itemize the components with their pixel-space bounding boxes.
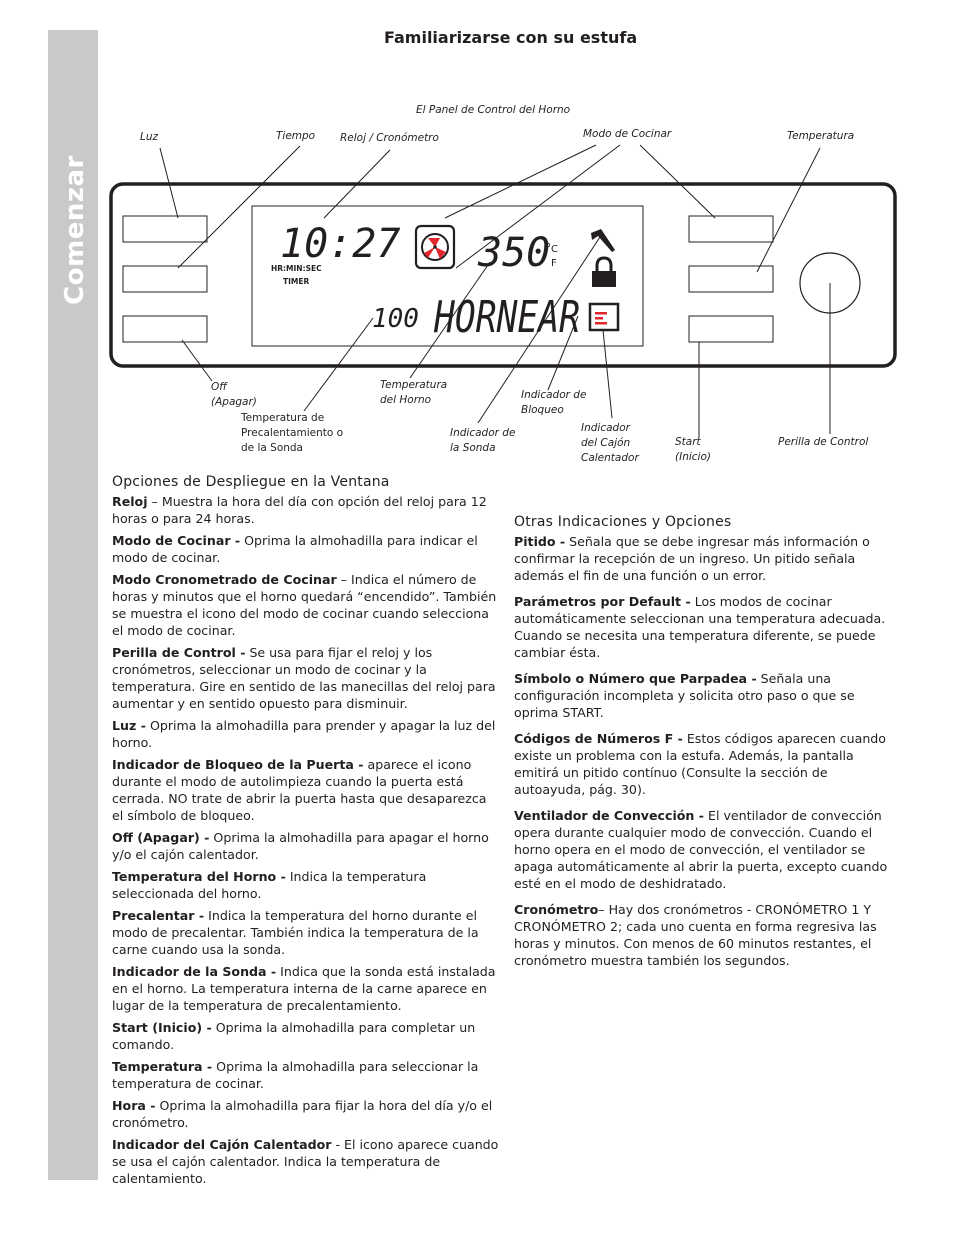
definition-text: Oprima la almohadilla para prender y apagar la luz del horno. bbox=[112, 718, 496, 750]
definition-entry bbox=[112, 1058, 500, 1092]
definition-text: Estos códigos aparecen cuando existe un problema con la estufa. Además, la pantalla emitirá un pitido contínuo (Consulte la sección de autoayuda, pág. 30). bbox=[514, 731, 886, 797]
definition-entry bbox=[514, 901, 902, 969]
definition-term: Modo de Cocinar - bbox=[112, 533, 241, 548]
definition-text: Oprima la almohadilla para seleccionar la temperatura de cocinar. bbox=[112, 1059, 479, 1091]
label-precalentamiento: Temperatura de Precalentamiento o de la Sonda bbox=[241, 412, 344, 454]
warming-drawer-icon bbox=[590, 304, 618, 330]
off-pad bbox=[123, 316, 207, 342]
display-probe-temp: 100 bbox=[372, 304, 419, 334]
definition-entry bbox=[112, 1097, 500, 1131]
definition-text: Señala una configuración incompleta y solicita otro paso o que se oprima START. bbox=[514, 671, 855, 720]
definition-term: Indicador de Bloqueo de la Puerta - bbox=[112, 757, 364, 772]
definition-text: Señala que se debe ingresar más información o confirmar la recepción de un ingreso. Un pitido señala además el fin de una función o un error. bbox=[514, 534, 870, 583]
definition-text: aparece el icono durante el modo de autolimpieza cuando la puerta está cerrada. NO trate de abrir la puerta hasta que desaparezca el símbolo de bloqueo. bbox=[112, 757, 487, 823]
display-options-column bbox=[112, 474, 500, 1192]
cook-mode-pad bbox=[689, 216, 773, 242]
definition-term: Cronómetro bbox=[514, 902, 599, 917]
light-pad bbox=[123, 216, 207, 242]
display-time: 10:27 bbox=[280, 221, 401, 267]
label-bloqueo: Indicador de Bloqueo bbox=[521, 389, 587, 416]
definition-text: Indica la temperatura seleccionada del horno. bbox=[112, 869, 427, 901]
convection-fan-icon bbox=[416, 226, 454, 268]
other-options-column bbox=[514, 514, 902, 978]
definition-entry bbox=[112, 829, 500, 863]
display-mode: HORNEAR bbox=[433, 292, 580, 343]
section-heading: Opciones de Despliegue en la Ventana bbox=[112, 474, 390, 490]
label-off: Off (Apagar) bbox=[211, 381, 257, 408]
diagram-caption: El Panel de Control del Horno bbox=[416, 104, 571, 116]
definition-term: Modo Cronometrado de Cocinar bbox=[112, 572, 337, 587]
definition-entry bbox=[112, 907, 500, 958]
definition-entry bbox=[112, 717, 500, 751]
label-cajon: Indicador del Cajón Calentador bbox=[581, 422, 639, 464]
definition-entry bbox=[112, 1136, 500, 1187]
definition-entry bbox=[514, 593, 902, 661]
definition-term: Hora - bbox=[112, 1098, 156, 1113]
definition-text: Oprima la almohadilla para fijar la hora del día y/o el cronómetro. bbox=[112, 1098, 493, 1130]
sidebar-title: Comenzar bbox=[60, 155, 90, 305]
display-unit-f: F bbox=[551, 258, 557, 269]
definition-term: Códigos de Números F - bbox=[514, 731, 683, 746]
definition-text: Oprima la almohadilla para apagar el horno y/o el cajón calentador. bbox=[112, 830, 489, 862]
control-panel-diagram bbox=[0, 0, 954, 480]
definition-entry bbox=[514, 670, 902, 721]
definition-term: Luz - bbox=[112, 718, 146, 733]
label-tiempo: Tiempo bbox=[276, 130, 316, 142]
definition-term: Parámetros por Default - bbox=[514, 594, 691, 609]
definition-term: Pitido - bbox=[514, 534, 566, 549]
definition-text: Oprima la almohadilla para indicar el modo de cocinar. bbox=[112, 533, 478, 565]
label-luz: Luz bbox=[140, 131, 159, 143]
definition-term: Temperatura - bbox=[112, 1059, 213, 1074]
label-sonda: Indicador de la Sonda bbox=[450, 427, 516, 454]
display-unit-c: C bbox=[551, 244, 558, 255]
label-temperatura: Temperatura bbox=[787, 130, 855, 142]
definition-text: Indica la temperatura del horno durante el modo de precalentar. También indica la temperatura de la carne cuando usa la sonda. bbox=[112, 908, 479, 957]
label-reloj: Reloj / Cronómetro bbox=[340, 132, 439, 144]
label-temp-horno: Temperatura del Horno bbox=[380, 379, 448, 406]
definition-term: Símbolo o Número que Parpadea - bbox=[514, 671, 757, 686]
definition-text: Oprima la almohadilla para completar un comando. bbox=[112, 1020, 476, 1052]
definition-text: El ventilador de convección opera durante cualquier modo de convección. Cuando el horno opera en el modo de convección, el ventilador se apaga automáticamente al abrir la puerta, excepto cuando esté en el modo de deshidratado. bbox=[514, 808, 888, 891]
definition-term: Reloj bbox=[112, 494, 148, 509]
definition-entry bbox=[514, 807, 902, 892]
label-modo-cocinar: Modo de Cocinar bbox=[583, 128, 672, 140]
definition-text: Indica que la sonda está instalada en el horno. La temperatura interna de la carne aparece en lugar de la temperatura de precalentamiento. bbox=[112, 964, 496, 1013]
definition-text: Los modos de cocinar automáticamente seleccionan una temperatura adecuada. Cuando se necesita una temperatura diferente, se puede cambiar ésta. bbox=[514, 594, 886, 660]
definition-text: - El icono aparece cuando se usa el cajón calentador. Indica la temperatura de calentamiento. bbox=[112, 1137, 499, 1186]
definition-text: – Hay dos cronómetros - CRONÓMETRO 1 Y CRONÓMETRO 2; cada uno cuenta en forma regresiva las horas y minutos. Con menos de 60 minutos restantes, el cronómetro muestra también los segundos. bbox=[514, 902, 877, 968]
control-panel-drawing bbox=[0, 0, 954, 480]
definition-entry bbox=[112, 571, 500, 639]
definition-term: Indicador de la Sonda - bbox=[112, 964, 277, 979]
definition-term: Start (Inicio) - bbox=[112, 1020, 212, 1035]
definition-text: – Muestra la hora del día con opción del reloj para 12 horas o para 24 horas. bbox=[112, 494, 487, 526]
page-title: Familiarizarse con su estufa bbox=[384, 28, 638, 47]
definition-entry bbox=[514, 533, 902, 584]
definition-text: – Indica el número de horas y minutos que el horno quedará “encendido”. También se muestra el icono del modo de cocinar cuando selecciona el modo de cocinar. bbox=[112, 572, 497, 638]
definition-term: Ventilador de Convección - bbox=[514, 808, 705, 823]
definition-term: Temperatura del Horno - bbox=[112, 869, 286, 884]
display-temperature: 350 bbox=[478, 230, 551, 276]
label-perilla: Perilla de Control bbox=[778, 436, 869, 448]
display-time-units: HR:MIN:SEC bbox=[271, 264, 322, 273]
definition-entry bbox=[112, 756, 500, 824]
definition-term: Precalentar - bbox=[112, 908, 205, 923]
definition-entry bbox=[514, 730, 902, 798]
time-pad bbox=[123, 266, 207, 292]
definition-entry bbox=[112, 868, 500, 902]
definition-entry bbox=[112, 963, 500, 1014]
section-heading: Otras Indicaciones y Opciones bbox=[514, 514, 732, 530]
definition-entry bbox=[112, 1019, 500, 1053]
display-timer: TIMER bbox=[283, 277, 310, 286]
label-start: Start (Inicio) bbox=[675, 436, 711, 463]
definition-term: Perilla de Control - bbox=[112, 645, 246, 660]
definition-entry bbox=[112, 532, 500, 566]
definition-term: Off (Apagar) - bbox=[112, 830, 210, 845]
temperature-pad bbox=[689, 266, 773, 292]
definition-entry bbox=[112, 644, 500, 712]
definition-term: Indicador del Cajón Calentador bbox=[112, 1137, 332, 1152]
start-pad bbox=[689, 316, 773, 342]
definition-entry bbox=[112, 493, 500, 527]
definition-text: Se usa para fijar el reloj y los cronómetros, seleccionar un modo de cocinar y la temperatura. Gire en sentido de las manecillas del reloj para aumentar y en sentido opuesto para disminuir. bbox=[112, 645, 496, 711]
